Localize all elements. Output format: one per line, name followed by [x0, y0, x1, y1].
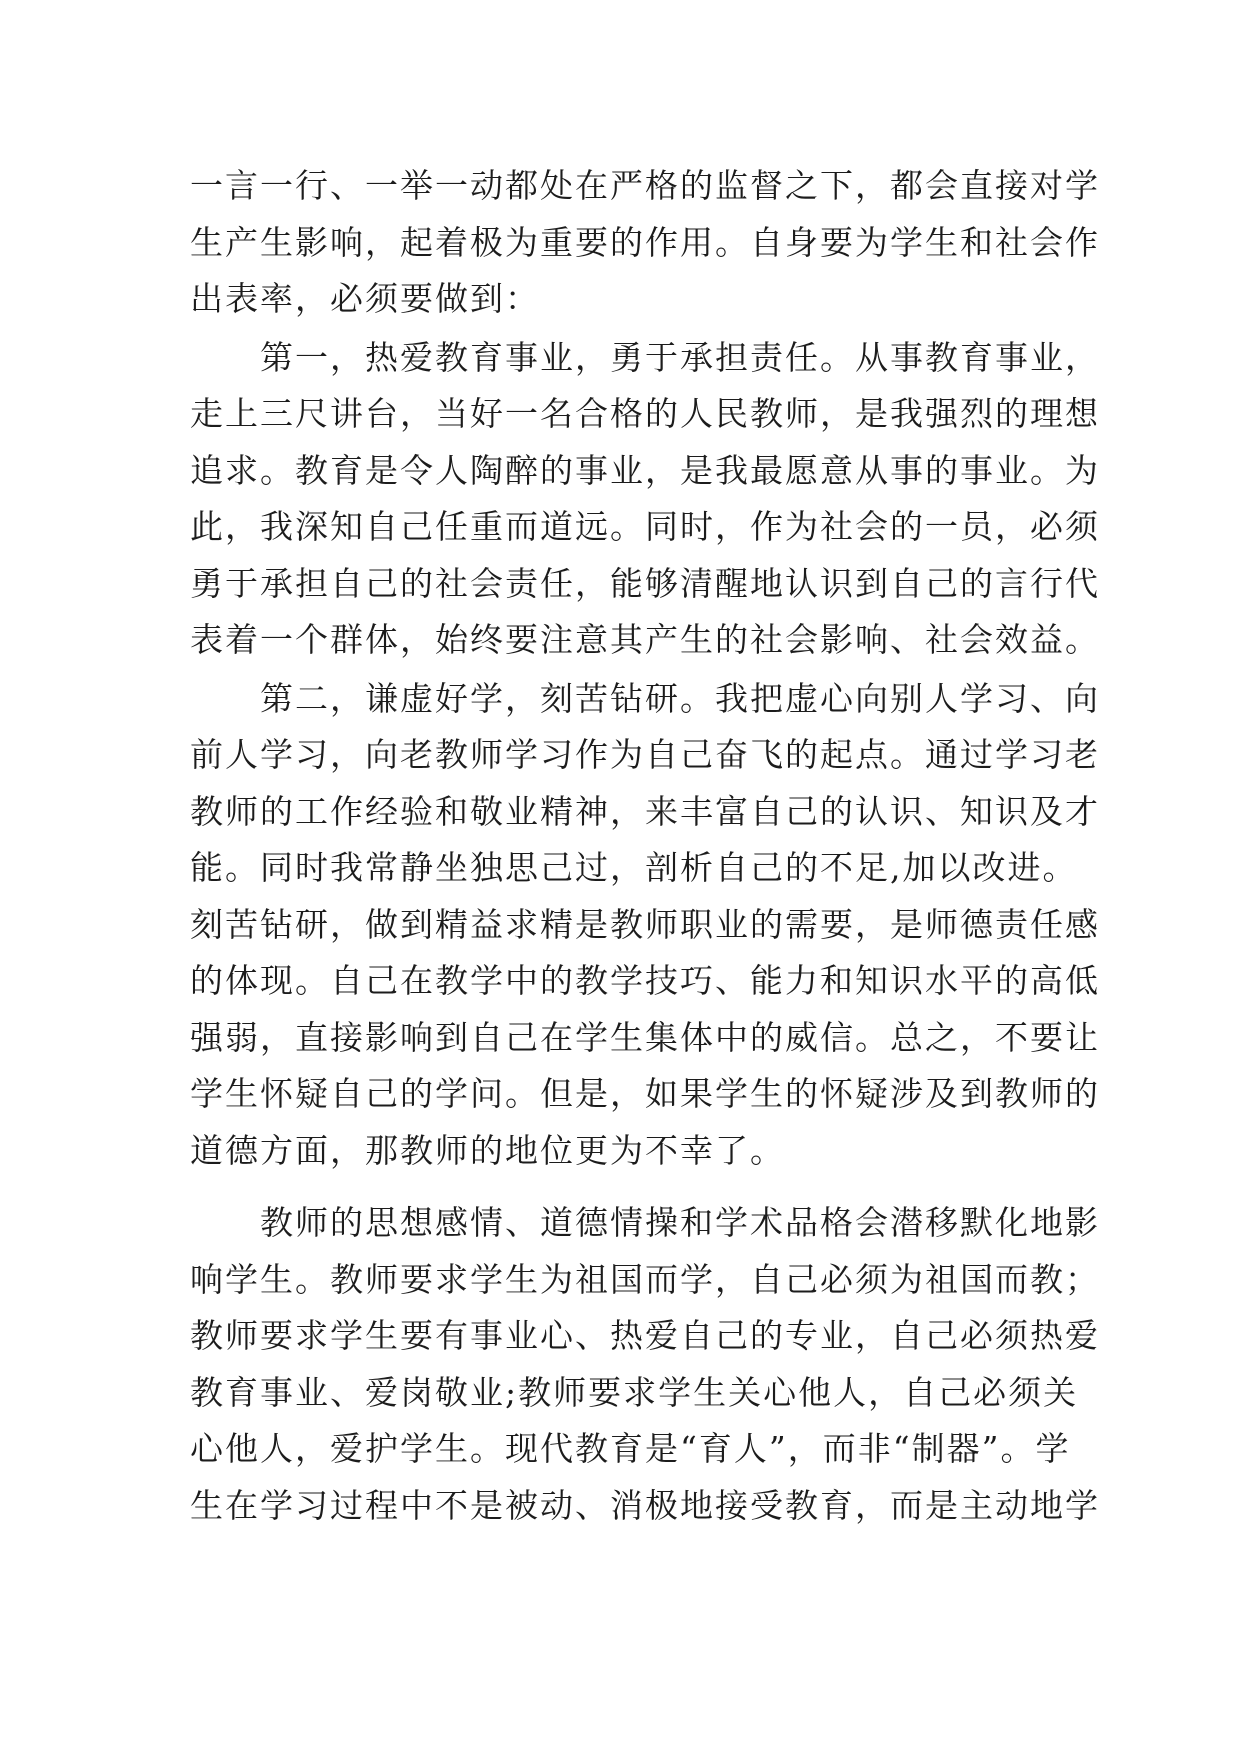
text-line: 能。同时我常静坐独思己过，剖析自己的不足,加以改进。	[190, 848, 1078, 887]
text-line: 表着一个群体，始终要注意其产生的社会影响、社会效益。	[190, 620, 1100, 659]
text-line: 勇于承担自己的社会责任，能够清醒地认识到自己的言行代	[190, 563, 1100, 603]
text-line: 的体现。自己在教学中的教学技巧、能力和知识水平的高低	[190, 961, 1100, 1000]
paragraph-intro	[190, 158, 1100, 328]
text-line: 刻苦钻研，做到精益求精是教师职业的需要，是师德责任感	[190, 904, 1100, 944]
text-line: 此，我深知自己任重而道远。同时，作为社会的一员，必须	[190, 507, 1100, 546]
text-line: 教师的工作经验和敬业精神，来丰富自己的认识、知识及才	[190, 791, 1100, 831]
text-line: 前人学习，向老教师学习作为自己奋飞的起点。通过学习老	[190, 735, 1100, 774]
text-line: 教育事业、爱岗敬业;教师要求学生关心他人，自己必须关	[190, 1372, 1079, 1412]
text-line: 第一，热爱教育事业，勇于承担责任。从事教育事业，	[190, 337, 1100, 377]
text-line: 道德方面，那教师的地位更为不幸了。	[190, 1130, 785, 1170]
paragraph-second-point	[190, 671, 1100, 1180]
paragraph-gap	[190, 1179, 1070, 1195]
text-line: 第二，谦虚好学，刻苦钻研。我把虚心向别人学习、向	[190, 678, 1100, 718]
text-line: 学生怀疑自己的学问。但是，如果学生的怀疑涉及到教师的	[190, 1074, 1100, 1113]
text-line: 生在学习过程中不是被动、消极地接受教育，而是主动地学	[190, 1485, 1100, 1525]
text-line: 响学生。教师要求学生为祖国而学，自己必须为祖国而教；	[190, 1259, 1100, 1299]
text-line: 强弱，直接影响到自己在学生集体中的威信。总之，不要让	[190, 1017, 1100, 1057]
text-line: 教师要求学生要有事业心、热爱自己的专业，自己必须热爱	[190, 1316, 1100, 1355]
text-line: 生产生影响，起着极为重要的作用。自身要为学生和社会作	[190, 222, 1100, 262]
text-line: 出表率，必须要做到：	[190, 279, 540, 318]
text-line: 追求。教育是令人陶醉的事业，是我最愿意从事的事业。为	[190, 450, 1100, 490]
text-line: 教师的思想感情、道德情操和学术品格会潜移默化地影	[190, 1203, 1100, 1242]
text-line: 一言一行、一举一动都处在严格的监督之下，都会直接对学	[190, 166, 1100, 205]
paragraph-teacher-influence	[190, 1195, 1100, 1534]
document-body	[190, 158, 1100, 1534]
paragraph-first-point	[190, 330, 1100, 669]
text-line: 走上三尺讲台，当好一名合格的人民教师，是我强烈的理想	[190, 394, 1100, 433]
text-line: 心他人，爱护学生。现代教育是“育人”，而非“制器”。学	[190, 1429, 1071, 1468]
